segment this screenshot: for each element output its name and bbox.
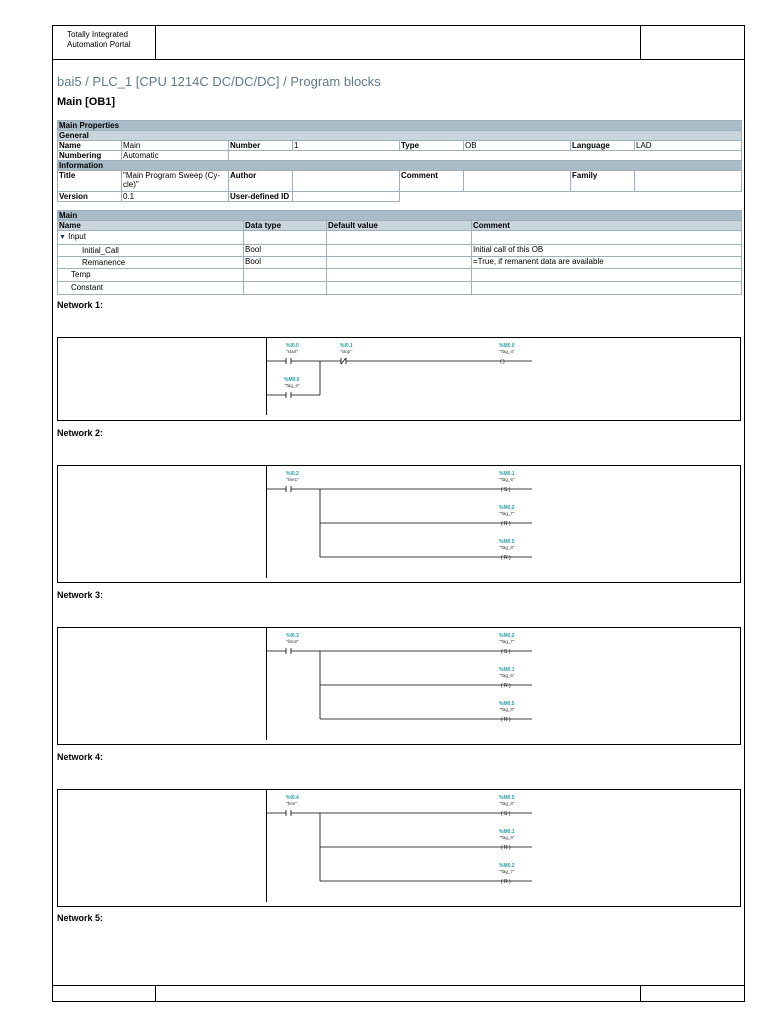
n1-c2-addr: %I0.1	[340, 343, 353, 349]
network-3-box	[57, 627, 741, 745]
input-type	[244, 231, 327, 245]
language-label: Language	[571, 141, 635, 151]
network-4-box	[57, 789, 741, 907]
n4-k3-sym: ( R )	[501, 879, 511, 885]
n2-k2-tag: "Tag_7"	[499, 511, 515, 516]
n2-k1-addr: %M0.1	[499, 471, 515, 477]
author-label: Author	[229, 171, 293, 192]
information-section: Information	[58, 161, 742, 171]
family-label: Family	[571, 171, 635, 192]
constant-row: Constant	[58, 282, 244, 295]
temp-row: Temp	[58, 269, 244, 282]
n3-k1-sym: ( S )	[501, 649, 511, 655]
n3-k2-tag: "Tag_6"	[499, 673, 515, 678]
n2-c1-addr: %I0.2	[286, 471, 299, 477]
col-comment: Comment	[472, 221, 742, 231]
footer-divider-1	[155, 986, 156, 1001]
network-1-box	[57, 337, 741, 421]
page-footer	[52, 985, 745, 1002]
n4-k1-sym: ( S )	[501, 811, 511, 817]
n4-k1-tag: "Tag_8"	[499, 801, 515, 806]
constant-default	[327, 282, 472, 295]
r1-name: Initial_Call	[58, 245, 244, 257]
n3-c1-tag: "line2"	[286, 639, 299, 644]
temp-default	[327, 269, 472, 282]
interface-section: Main	[58, 211, 742, 221]
temp-comment	[472, 269, 742, 282]
input-label: Input	[68, 232, 86, 241]
n4-c1-addr: %I0.4	[286, 795, 299, 801]
header-divider	[640, 26, 641, 59]
network-2-title: Network 2:	[57, 428, 104, 438]
general-section: General	[58, 131, 742, 141]
n3-k3-tag: "Tag_8"	[499, 707, 515, 712]
network-4-title: Network 4:	[57, 752, 104, 762]
numbering-filler	[229, 151, 742, 161]
n4-k3-tag: "Tag_7"	[499, 869, 515, 874]
network-2-box	[57, 465, 741, 583]
portal-label	[53, 26, 156, 59]
network-4-ladder	[58, 790, 742, 908]
network-3-ladder	[58, 628, 742, 746]
props-section: Main Properties	[58, 121, 742, 131]
r1-comment: Initial call of this OB	[472, 245, 742, 257]
n4-k3-addr: %M0.2	[499, 863, 515, 869]
n2-k3-tag: "Tag_8"	[499, 545, 515, 550]
constant-type	[244, 282, 327, 295]
input-comment	[472, 231, 742, 245]
n3-k3-addr: %M0.5	[499, 701, 515, 707]
n2-k3-sym: ( R )	[501, 555, 511, 561]
temp-type	[244, 269, 327, 282]
network-1-title: Network 1:	[57, 300, 104, 310]
udid-value	[293, 192, 400, 202]
n4-k1-addr: %M0.5	[499, 795, 515, 801]
n2-k3-addr: %M0.5	[499, 539, 515, 545]
n3-k1-addr: %M0.2	[499, 633, 515, 639]
number-value: 1	[293, 141, 400, 151]
comment-value	[464, 171, 571, 192]
comment-label: Comment	[400, 171, 464, 192]
n4-k2-tag: "Tag_6"	[499, 835, 515, 840]
version-label: Version	[58, 192, 122, 202]
r2-comment: =True, if remanent data are available	[472, 257, 742, 269]
n1-c2-tag: "stop"	[340, 349, 352, 354]
language-value: LAD	[635, 141, 742, 151]
n1-coil-tag: "Tag_4"	[499, 349, 515, 354]
n2-k2-sym: ( R )	[501, 521, 511, 527]
interface-table	[57, 210, 742, 295]
type-label: Type	[400, 141, 464, 151]
udid-label: User-defined ID	[229, 192, 293, 202]
n3-k2-addr: %M0.1	[499, 667, 515, 673]
version-filler	[400, 192, 742, 202]
numbering-value: Automatic	[122, 151, 229, 161]
version-value: 0.1	[122, 192, 229, 202]
footer-divider-2	[640, 986, 641, 1001]
page-header	[52, 25, 745, 60]
constant-comment	[472, 282, 742, 295]
col-default: Default value	[327, 221, 472, 231]
title-value: "Main Program Sweep (Cy-cle)"	[122, 171, 229, 192]
col-type: Data type	[244, 221, 327, 231]
n1-c1-addr: %I0.0	[286, 343, 299, 349]
col-name: Name	[58, 221, 244, 231]
n3-k3-sym: ( R )	[501, 717, 511, 723]
breadcrumb: bai5 / PLC_1 [CPU 1214C DC/DC/DC] / Program blocks	[57, 74, 381, 89]
r2-name: Remanence	[58, 257, 244, 269]
type-value: OB	[464, 141, 571, 151]
family-value	[635, 171, 742, 192]
n2-c1-tag: "line1"	[286, 477, 299, 482]
network-2-ladder	[58, 466, 742, 584]
n4-k2-sym: ( R )	[501, 845, 511, 851]
n1-coil-sym: ( )	[500, 359, 505, 365]
title-label: Title	[58, 171, 122, 192]
n1-c1-tag: "start"	[286, 349, 298, 354]
n2-k1-sym: ( S )	[501, 487, 511, 493]
portal-line1: Totally Integrated	[67, 30, 128, 39]
triangle-down-icon: ▼	[59, 234, 66, 241]
r2-type: Bool	[244, 257, 327, 269]
number-label: Number	[229, 141, 293, 151]
n2-k2-addr: %M0.2	[499, 505, 515, 511]
block-title: Main [OB1]	[57, 96, 116, 108]
input-row[interactable]	[58, 231, 244, 245]
numbering-label: Numbering	[58, 151, 122, 161]
input-default	[327, 231, 472, 245]
n4-k2-addr: %M0.1	[499, 829, 515, 835]
properties-table	[57, 120, 742, 202]
n1-coil-addr: %M0.0	[499, 343, 515, 349]
n1-c3-tag: "Tag_4"	[284, 383, 300, 388]
author-value	[293, 171, 400, 192]
n2-k1-tag: "Tag_6"	[499, 477, 515, 482]
n3-k1-tag: "Tag_7"	[499, 639, 515, 644]
network-3-title: Network 3:	[57, 590, 104, 600]
name-value: Main	[122, 141, 229, 151]
r1-type: Bool	[244, 245, 327, 257]
r2-default	[327, 257, 472, 269]
n4-c1-tag: "free"	[286, 801, 297, 806]
portal-line2: Automation Portal	[67, 40, 131, 49]
n1-c3-addr: %M0.0	[284, 377, 300, 383]
n3-k2-sym: ( R )	[501, 683, 511, 689]
r1-default	[327, 245, 472, 257]
name-label: Name	[58, 141, 122, 151]
network-5-title: Network 5:	[57, 913, 104, 923]
n3-c1-addr: %I0.3	[286, 633, 299, 639]
network-1-ladder	[58, 338, 742, 422]
